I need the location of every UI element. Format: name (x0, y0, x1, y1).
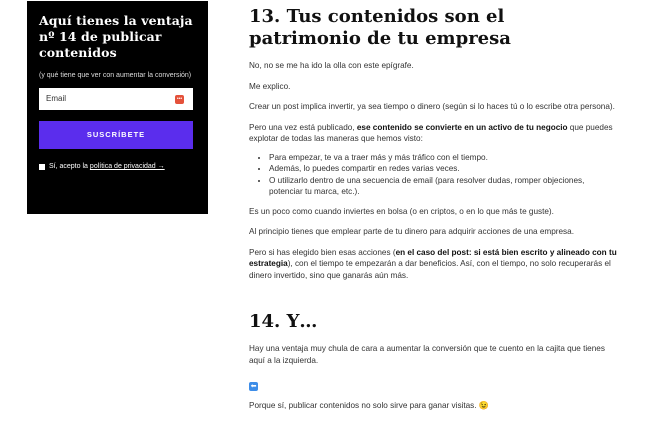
paragraph-text: Pero si has elegido bien esas acciones ( (249, 247, 396, 257)
privacy-row (39, 163, 196, 170)
paragraph: Es un poco como cuando inviertes en bolsa (o en criptos, o en lo que más te guste). (249, 206, 554, 216)
paragraph (249, 122, 619, 145)
privacy-policy-link[interactable]: política de privacidad → (89, 163, 165, 170)
subscribe-button[interactable]: SUSCRÍBETE (39, 121, 193, 149)
subscribe-subtitle: (y qué tiene que ver con aumentar la conversión) (39, 72, 192, 79)
paragraph-text: Pero una vez está publicado, (249, 122, 357, 132)
bullet-list (249, 152, 619, 198)
paragraph (249, 247, 619, 282)
section-13-title: 13. Tus contenidos son el patrimonio de tu empresa (249, 6, 511, 49)
paragraph-bold: ese contenido se convierte en un activo de tu negocio (356, 122, 568, 132)
paragraph-bold: en el caso del post: si está bien escrito y alineado con tu estrategia (249, 247, 617, 268)
list-item: • Además, lo puedes compartir en redes varias veces. (269, 163, 619, 175)
left-arrow-icon: ⬅ (250, 383, 257, 390)
subscribe-title: Aquí tienes la ventaja nº 14 de publicar contenidos (39, 13, 193, 60)
paragraph: Al principio tienes que emplear parte de tu dinero para adquirir acciones de una empresa. (249, 227, 574, 236)
email-placeholder: Email (46, 94, 67, 103)
list-item: • O utilizarlo dentro de una secuencia de email (para resolver dudas, romper objeciones, potenciar tu marca, etc.). (269, 175, 619, 198)
paragraph: Porque sí, publicar contenidos no solo sirve para ganar visitas. 😉 (249, 401, 490, 410)
paragraph: Me explico. (249, 81, 291, 91)
paragraph: Crear un post implica invertir, ya sea tiempo o dinero (según si lo haces tú o lo escribe otra persona). (249, 102, 615, 111)
paragraph-text: ), con el tiempo te empezarán a dar beneficios. Así, con el tiempo, no solo recuperarás el dinero invertido, sino que ganarás aún más. (249, 259, 611, 280)
section-14-title: 14. Y… (249, 311, 318, 332)
paragraph: No, no se me ha ido la olla con este epígrafe. (249, 61, 414, 70)
email-field[interactable] (39, 88, 193, 110)
paragraph: Hay una ventaja muy chula de cara a aumentar la conversión que te cuento en la cajita que tienes aquí a la izquierda. (249, 344, 605, 365)
article-content (249, 6, 619, 421)
subscribe-box (27, 1, 208, 214)
list-item: • Para empezar, te va a traer más y más tráfico con el tiempo. (269, 152, 619, 164)
paragraph-text: que puedes explotar de todas las maneras que hemos visto: (249, 122, 613, 143)
privacy-label: Sí, acepto la (49, 163, 88, 170)
privacy-checkbox[interactable] (39, 164, 45, 170)
password-manager-icon[interactable]: ••• (176, 96, 183, 102)
